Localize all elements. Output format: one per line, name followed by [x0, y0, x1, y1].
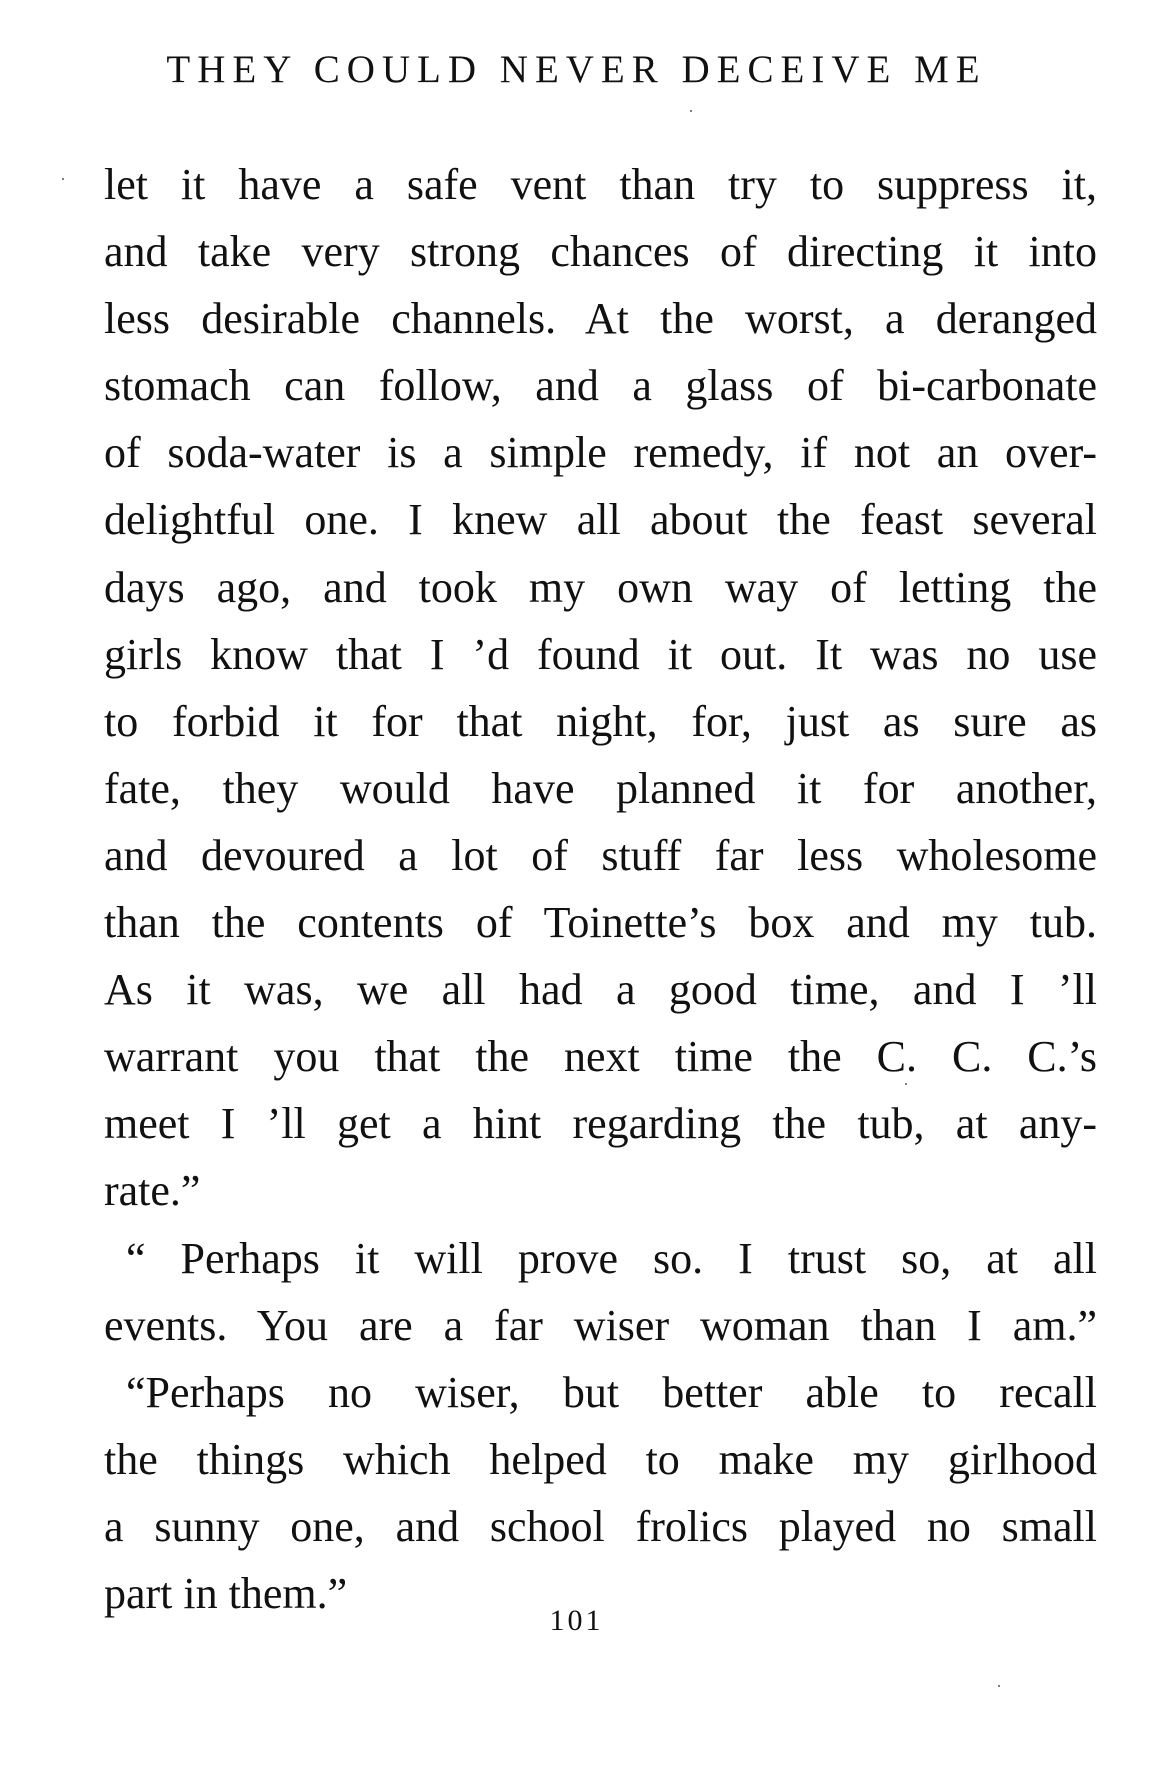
text-line: warrant you that the next time the C. C. C.’s [104, 1032, 1097, 1082]
text-line: the things which helped to make my girlhood [104, 1434, 1097, 1484]
running-head: THEY COULD NEVER DECEIVE ME [166, 48, 987, 91]
text-line: than the contents of Toinette’s box and my tub. [104, 898, 1097, 948]
print-speck [690, 110, 692, 112]
print-speck [905, 1083, 907, 1085]
text-line: stomach can follow, and a glass of bi-carbonate [104, 361, 1097, 411]
print-speck [998, 1685, 1000, 1687]
text-line: As it was, we all had a good time, and I ’ll [104, 965, 1097, 1015]
text-line: and devoured a lot of stuff far less wholesome [104, 830, 1097, 880]
paragraph-first-line: “Perhaps no wiser, but better able to recall [126, 1367, 1097, 1417]
text-line: meet I ’ll get a hint regarding the tub, at any- [104, 1099, 1097, 1149]
text-line: days ago, and took my own way of letting the [104, 562, 1097, 612]
text-line: of soda-water is a simple remedy, if not an over- [104, 428, 1097, 478]
text-line: fate, they would have planned it for another, [104, 763, 1097, 813]
page-number: 101 [549, 1604, 604, 1637]
paragraph-last-line: rate.” [104, 1166, 201, 1216]
text-line: to forbid it for that night, for, just as sure as [104, 696, 1097, 746]
text-line: a sunny one, and school frolics played no small [104, 1501, 1097, 1551]
text-line: girls know that I ’d found it out. It was no use [104, 629, 1097, 679]
text-line: let it have a safe vent than try to suppress it, [104, 160, 1097, 209]
print-speck [62, 178, 64, 180]
text-line: and take very strong chances of directing it into [104, 227, 1097, 277]
body-text [104, 151, 1097, 1627]
paragraph-last-line: part in them.” [104, 1568, 348, 1618]
text-line: events. You are a far wiser woman than I am.” [104, 1300, 1097, 1350]
text-line: delightful one. I knew all about the feast several [104, 495, 1097, 545]
paragraph-first-line: “ Perhaps it will prove so. I trust so, at all [126, 1233, 1097, 1283]
text-line: less desirable channels. At the worst, a deranged [104, 294, 1097, 344]
